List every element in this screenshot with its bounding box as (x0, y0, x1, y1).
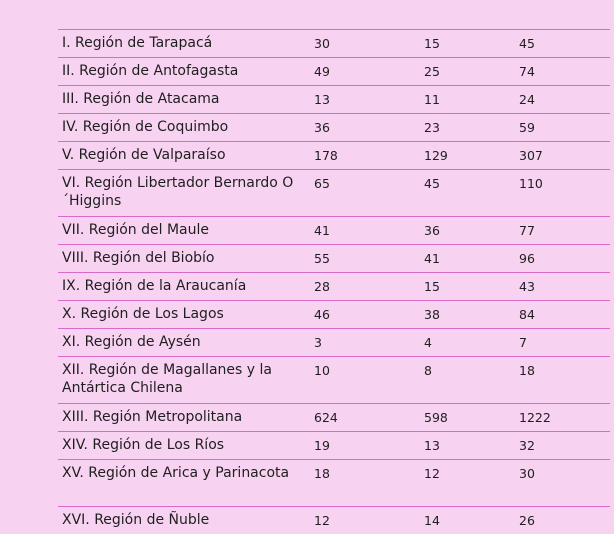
table-row (58, 30, 610, 58)
table-row (58, 460, 610, 507)
total-cell: 45 (515, 30, 610, 58)
hombres-cell: 28 (310, 273, 420, 301)
region-cell: IV. Región de Coquimbo (58, 114, 310, 142)
total-cell: 32 (515, 432, 610, 460)
mujeres-cell: 13 (420, 432, 515, 460)
total-cell: 307 (515, 142, 610, 170)
mujeres-cell: 15 (420, 30, 515, 58)
region-cell: II. Región de Antofagasta (58, 58, 310, 86)
region-table (58, 29, 610, 534)
table-row (58, 86, 610, 114)
hombres-cell: 36 (310, 114, 420, 142)
table-row (58, 142, 610, 170)
mujeres-cell: 38 (420, 301, 515, 329)
table-row (58, 273, 610, 301)
hombres-cell: 178 (310, 142, 420, 170)
cropped-header-strip (0, 0, 614, 12)
total-cell: 74 (515, 58, 610, 86)
hombres-cell: 49 (310, 58, 420, 86)
table-row (58, 432, 610, 460)
region-cell: XIV. Región de Los Ríos (58, 432, 310, 460)
table-row (58, 404, 610, 432)
total-cell: 26 (515, 507, 610, 534)
region-cell: V. Región de Valparaíso (58, 142, 310, 170)
table-row (58, 245, 610, 273)
region-cell: XVI. Región de Ñuble (58, 507, 310, 534)
mujeres-cell: 129 (420, 142, 515, 170)
mujeres-cell: 23 (420, 114, 515, 142)
region-cell: I. Región de Tarapacá (58, 30, 310, 58)
mujeres-cell: 14 (420, 507, 515, 534)
table-row (58, 114, 610, 142)
table-row (58, 217, 610, 245)
mujeres-cell: 4 (420, 329, 515, 357)
region-cell: X. Región de Los Lagos (58, 301, 310, 329)
mujeres-cell: 25 (420, 58, 515, 86)
mujeres-cell: 45 (420, 170, 515, 217)
table-row (58, 301, 610, 329)
region-cell: XI. Región de Aysén (58, 329, 310, 357)
total-cell: 18 (515, 357, 610, 404)
region-cell: XII. Región de Magallanes y la Antártica Chilena (58, 357, 310, 404)
table-row (58, 329, 610, 357)
mujeres-cell: 36 (420, 217, 515, 245)
region-cell: III. Región de Atacama (58, 86, 310, 114)
region-cell: XV. Región de Arica y Parinacota (58, 460, 310, 507)
hombres-cell: 624 (310, 404, 420, 432)
hombres-cell: 19 (310, 432, 420, 460)
table-row (58, 58, 610, 86)
region-cell: XIII. Región Metropolitana (58, 404, 310, 432)
hombres-cell: 65 (310, 170, 420, 217)
region-cell: VII. Región del Maule (58, 217, 310, 245)
hombres-cell: 55 (310, 245, 420, 273)
total-cell: 84 (515, 301, 610, 329)
total-cell: 96 (515, 245, 610, 273)
hombres-cell: 12 (310, 507, 420, 534)
hombres-cell: 13 (310, 86, 420, 114)
hombres-cell: 18 (310, 460, 420, 507)
total-cell: 59 (515, 114, 610, 142)
table-row (58, 507, 610, 534)
region-cell: VIII. Región del Biobío (58, 245, 310, 273)
hombres-cell: 46 (310, 301, 420, 329)
hombres-cell: 3 (310, 329, 420, 357)
total-cell: 1222 (515, 404, 610, 432)
mujeres-cell: 15 (420, 273, 515, 301)
hombres-cell: 10 (310, 357, 420, 404)
total-cell: 30 (515, 460, 610, 507)
table-row (58, 170, 610, 217)
mujeres-cell: 598 (420, 404, 515, 432)
total-cell: 24 (515, 86, 610, 114)
hombres-cell: 30 (310, 30, 420, 58)
table-row (58, 357, 610, 404)
total-cell: 43 (515, 273, 610, 301)
mujeres-cell: 12 (420, 460, 515, 507)
total-cell: 77 (515, 217, 610, 245)
region-cell: IX. Región de la Araucanía (58, 273, 310, 301)
region-cell: VI. Región Libertador Bernardo O´Higgins (58, 170, 310, 217)
mujeres-cell: 8 (420, 357, 515, 404)
total-cell: 7 (515, 329, 610, 357)
mujeres-cell: 11 (420, 86, 515, 114)
mujeres-cell: 41 (420, 245, 515, 273)
total-cell: 110 (515, 170, 610, 217)
hombres-cell: 41 (310, 217, 420, 245)
